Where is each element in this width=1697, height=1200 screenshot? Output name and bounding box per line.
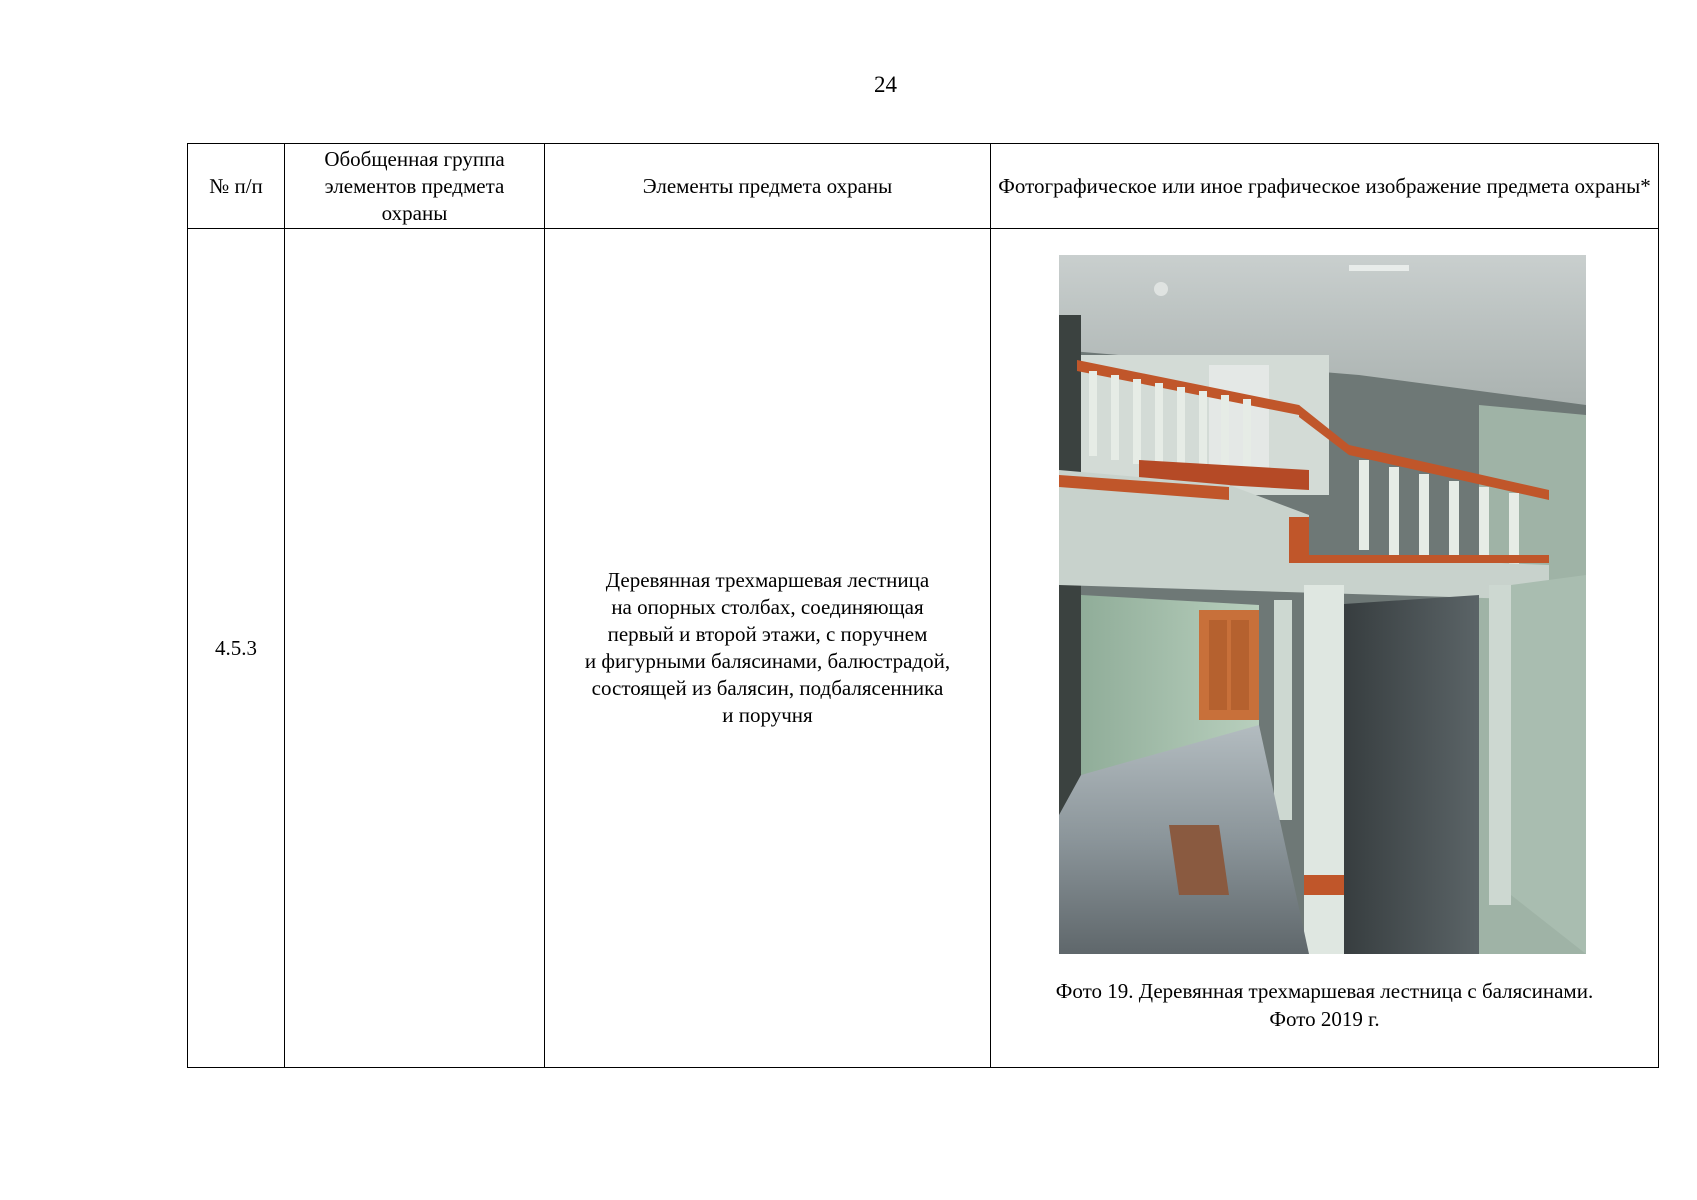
header-image: Фотографическое или иное графическое изображение предмета охраны* [991, 144, 1659, 229]
row-elements: Деревянная трехмаршевая лестница на опорных столбах, соединяющая первый и второй этажи, с поручнем и фигурными балясинами, балюстрадой, состоящей из балясин, подбалясенника и поручня [545, 229, 991, 1068]
row-number: 4.5.3 [188, 229, 285, 1068]
protection-elements-table [187, 143, 1659, 1068]
header-elements: Элементы предмета охраны [545, 144, 991, 229]
row-group [285, 229, 545, 1068]
photo-caption: Фото 19. Деревянная трехмаршевая лестница с балясинами. Фото 2019 г. [1055, 979, 1594, 1031]
row-image-cell [991, 229, 1659, 1068]
header-number: № п/п [188, 144, 285, 229]
header-group: Обобщенная группа элементов предмета охраны [285, 144, 545, 229]
staircase-photo [1059, 255, 1586, 954]
table-row [188, 229, 1659, 1068]
table-header-row [188, 144, 1659, 229]
page-number: 24 [874, 72, 897, 97]
